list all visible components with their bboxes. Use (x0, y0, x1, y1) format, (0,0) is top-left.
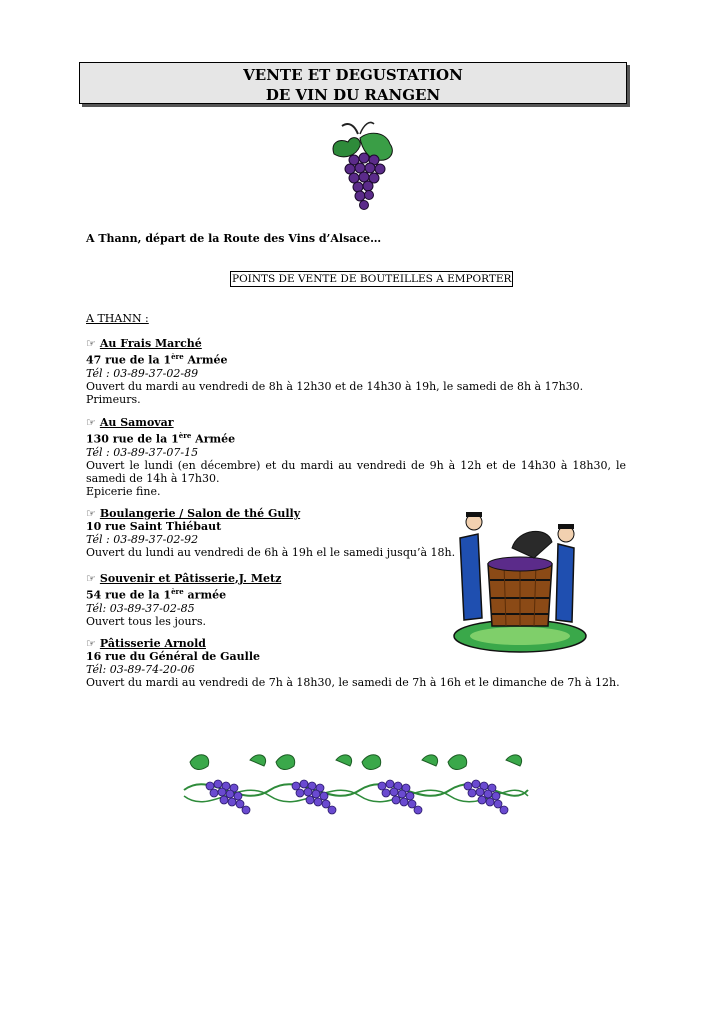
shop-address: 54 rue de la 1ère armée (86, 587, 227, 602)
intro-text: A Thann, départ de la Route des Vins d’Alsace… (86, 232, 382, 245)
shop-address: 130 rue de la 1ère Armée (86, 431, 236, 446)
shop-phone: Tél: 03-89-37-02-85 (86, 601, 195, 615)
shop-hours: Ouvert le lundi (en décembre) et du mardi au vendredi de 9h à 12h et de 14h30 à 18h30, le samedi de 14h à 17h30. (86, 458, 626, 485)
city-heading: A THANN : (86, 312, 149, 325)
title-line-2: DE VIN DU RANGEN (265, 86, 441, 104)
shop-phone: Tél: 03-89-74-20-06 (86, 663, 195, 676)
shop-entry (86, 572, 446, 628)
shop-address: 47 rue de la 1ère Armée (86, 352, 228, 367)
shop-name: Au Samovar (99, 416, 174, 429)
page-title (79, 62, 627, 104)
title-line-1: VENTE ET DEGUSTATION (243, 66, 463, 84)
wine-makers-icon (452, 508, 587, 653)
shop-hours: Ouvert du lundi au vendredi de 6h à 19h el le samedi jusqu’à 18h. (86, 546, 456, 559)
shop-hours: Ouvert du mardi au vendredi de 8h à 12h30 et de 14h30 à 19h, le samedi de 8h à 17h30. (86, 379, 584, 393)
shop-address: 10 rue Saint Thiébaut (86, 520, 222, 533)
shop-entry (86, 337, 626, 406)
shop-note: Primeurs. (86, 392, 141, 406)
shop-name: Boulangerie / Salon de thé Gully (99, 507, 301, 520)
shop-name: Au Frais Marché (99, 337, 202, 350)
vine-border-icon (180, 750, 530, 830)
shop-entry (86, 507, 456, 559)
pointing-hand-icon: ☞ (86, 337, 96, 350)
pointing-hand-icon: ☞ (86, 572, 96, 585)
shop-phone: Tél : 03-89-37-02-92 (86, 533, 199, 546)
shop-address: 16 rue du Général de Gaulle (86, 650, 260, 663)
pointing-hand-icon: ☞ (86, 637, 96, 650)
pointing-hand-icon: ☞ (86, 507, 96, 520)
shop-hours: Ouvert tous les jours. (86, 614, 206, 628)
shop-name: Souvenir et Pâtisserie,J. Metz (99, 572, 282, 585)
pointing-hand-icon: ☞ (86, 416, 96, 429)
shop-phone: Tél : 03-89-37-07-15 (86, 445, 199, 459)
shop-name: Pâtisserie Arnold (99, 637, 206, 650)
grape-bunch-icon (330, 116, 400, 220)
shop-hours: Ouvert du mardi au vendredi de 7h à 18h30, le samedi de 7h à 16h et le dimanche de 7h à 12h. (86, 676, 620, 689)
shop-phone: Tél : 03-89-37-02-89 (86, 366, 199, 380)
shop-note: Epicerie fine. (86, 484, 161, 498)
shop-entry (86, 416, 626, 498)
section-heading: POINTS DE VENTE DE BOUTEILLES A EMPORTER (232, 273, 512, 285)
